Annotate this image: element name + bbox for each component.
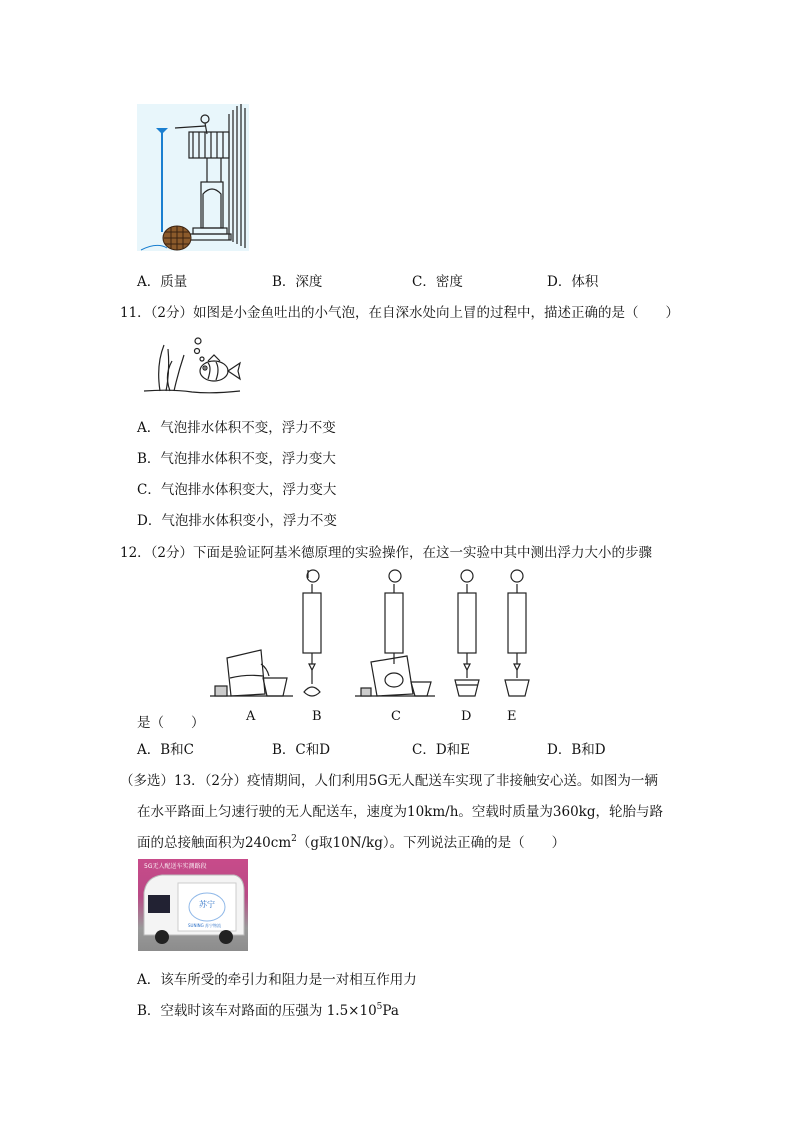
q13-stem-line3: [137, 831, 565, 851]
q13-option-b-unit: Pa: [382, 1003, 399, 1019]
q13-figure-delivery-vehicle: [138, 859, 248, 951]
q12-figure-archimedes-steps: [205, 568, 535, 698]
q13-stem-line3-sup: 2: [291, 834, 297, 844]
q11-option-c[interactable]: C．气泡排水体积变大，浮力变大: [137, 482, 337, 498]
q13-stem-line3-text: 面的总接触面积为240cm: [137, 835, 292, 851]
q12-option-c[interactable]: C．D和E: [412, 742, 471, 758]
q11-option-a[interactable]: A．气泡排水体积不变，浮力不变: [137, 420, 336, 436]
q12-option-a[interactable]: A．B和C: [137, 742, 194, 758]
q13-stem-line2: 在水平路面上匀速行驶的无人配送车，速度为10km/h。空载时质量为360kg，轮胎与路: [137, 804, 663, 820]
q12-stem: 12．（2分）下面是验证阿基米德原理的实验操作，在这一实验中其中测出浮力大小的步骤: [120, 545, 653, 561]
q11-stem: 11．（2分）如图是小金鱼吐出的小气泡，在自深水处向上冒的过程中，描述正确的是（ ）: [120, 305, 680, 321]
q13-option-b[interactable]: [137, 999, 399, 1019]
q11-option-b[interactable]: B．气泡排水体积不变，浮力变大: [137, 451, 336, 467]
q13-vehicle-banner: 5G无人配送车实测路段: [144, 863, 207, 870]
q12-figure-label-d: D: [461, 709, 472, 724]
q10-option-b[interactable]: B．深度: [272, 274, 323, 290]
q12-figure-label-e: E: [507, 709, 517, 724]
q12-option-d[interactable]: D．B和D: [547, 742, 606, 758]
q10-option-a[interactable]: A．质量: [137, 274, 188, 290]
q13-option-a[interactable]: A．该车所受的牵引力和阻力是一对相互作用力: [137, 972, 417, 988]
q12-figure-label-a: A: [246, 709, 256, 724]
q12-stem-end: 是（ ）: [137, 715, 205, 731]
q10-option-c[interactable]: C．密度: [412, 274, 463, 290]
q13-vehicle-logo: 苏宁: [199, 900, 215, 909]
q11-figure-goldfish-bubbles: [142, 335, 242, 395]
q13-stem-line1: （多选）13．（2分）疫情期间，人们利用5G无人配送车实现了非接触安心送。如图为一辆: [120, 773, 658, 789]
q13-stem-line3-text-end: （g取10N/kg）。下列说法正确的是（ ）: [296, 835, 566, 851]
q12-figure-label-b: B: [312, 709, 322, 724]
q12-option-b[interactable]: B．C和D: [272, 742, 331, 758]
q13-vehicle-sub: SUNING 苏宁物流: [188, 923, 222, 928]
q13-option-b-text: B．空载时该车对路面的压强为 1.5×10: [137, 1003, 377, 1019]
q12-figure-label-c: C: [391, 709, 401, 724]
q13-option-b-sup: 5: [376, 1002, 383, 1012]
q11-option-d[interactable]: D．气泡排水体积变小，浮力不变: [137, 513, 337, 529]
q10-figure-barrel-experiment: [137, 104, 249, 251]
q10-option-d[interactable]: D．体积: [547, 274, 599, 290]
